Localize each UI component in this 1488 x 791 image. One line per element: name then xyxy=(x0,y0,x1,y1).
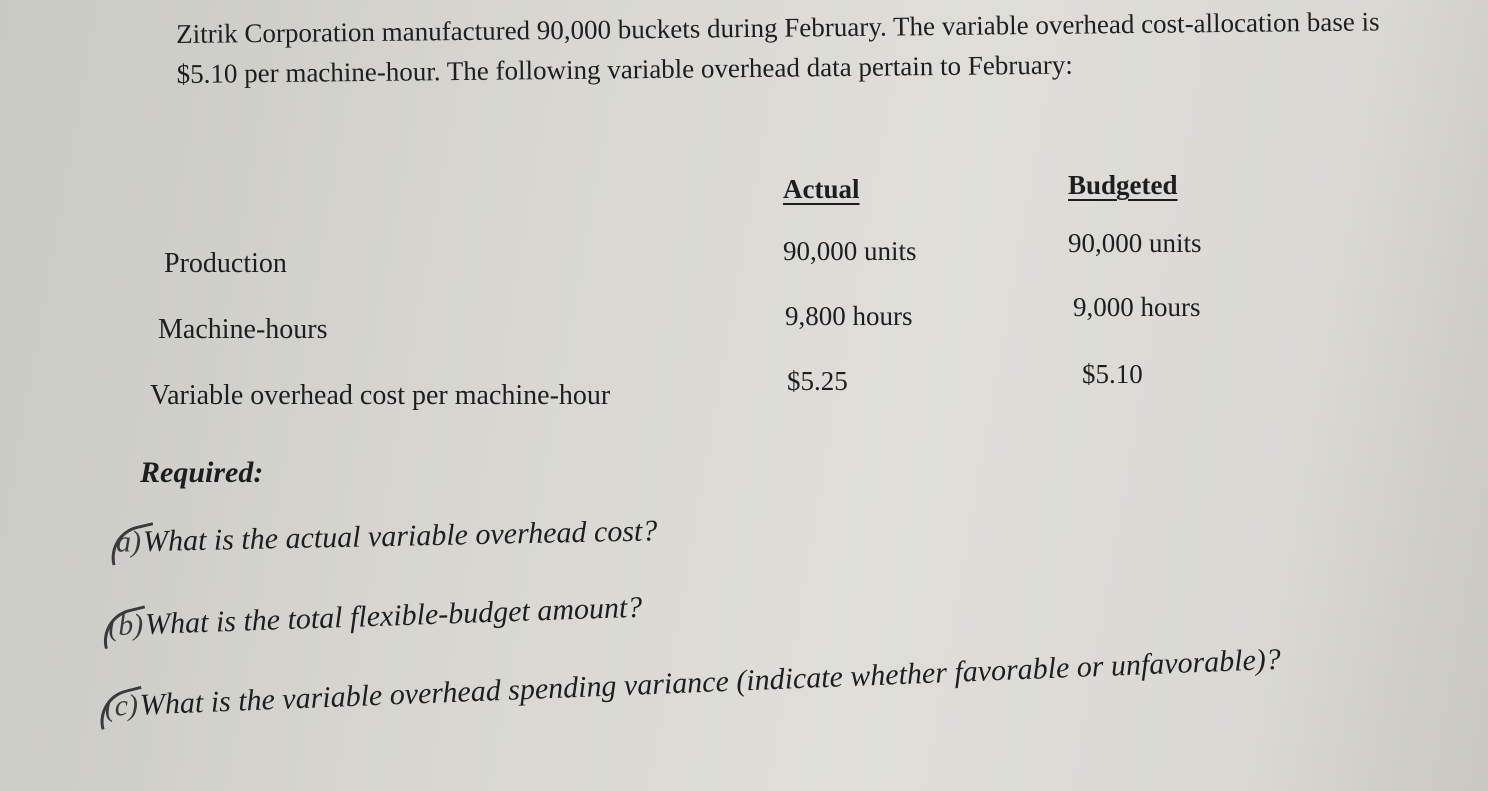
question-b-marker: (b) xyxy=(107,608,144,643)
question-b xyxy=(108,591,643,644)
actual-column-header: Actual xyxy=(783,174,860,204)
variable-overhead-budgeted: $5.10 xyxy=(1082,359,1143,389)
question-b-text: What is the total flexible-budget amount? xyxy=(144,590,643,642)
question-a-text: What is the actual variable overhead cost? xyxy=(142,514,658,559)
machine-hours-budgeted: 9,000 hours xyxy=(1073,292,1201,322)
machine-hours-actual: 9,800 hours xyxy=(785,301,913,331)
row-label-production: Production xyxy=(164,248,287,279)
row-label-variable-overhead: Variable overhead cost per machine-hour xyxy=(150,380,611,411)
question-c xyxy=(104,643,1281,724)
intro-paragraph: Zitrik Corporation manufactured 90,000 buckets during February. The variable overhead cost-allocation base is $5.10 per machine-hour. The following variable overhead data pertain to February: xyxy=(176,6,1380,89)
question-a xyxy=(116,514,658,559)
production-actual: 90,000 units xyxy=(783,236,917,266)
budgeted-column-header: Budgeted xyxy=(1068,170,1178,200)
question-a-marker: a) xyxy=(115,525,142,559)
question-c-text: What is the variable overhead spending variance (indicate whether favorable or unfavorable)? xyxy=(139,642,1282,722)
question-c-marker: (c) xyxy=(104,688,139,723)
row-label-machine-hours: Machine-hours xyxy=(158,314,328,345)
required-heading: Required: xyxy=(140,456,264,489)
variable-overhead-actual: $5.25 xyxy=(787,366,848,396)
production-budgeted: 90,000 units xyxy=(1068,228,1202,258)
